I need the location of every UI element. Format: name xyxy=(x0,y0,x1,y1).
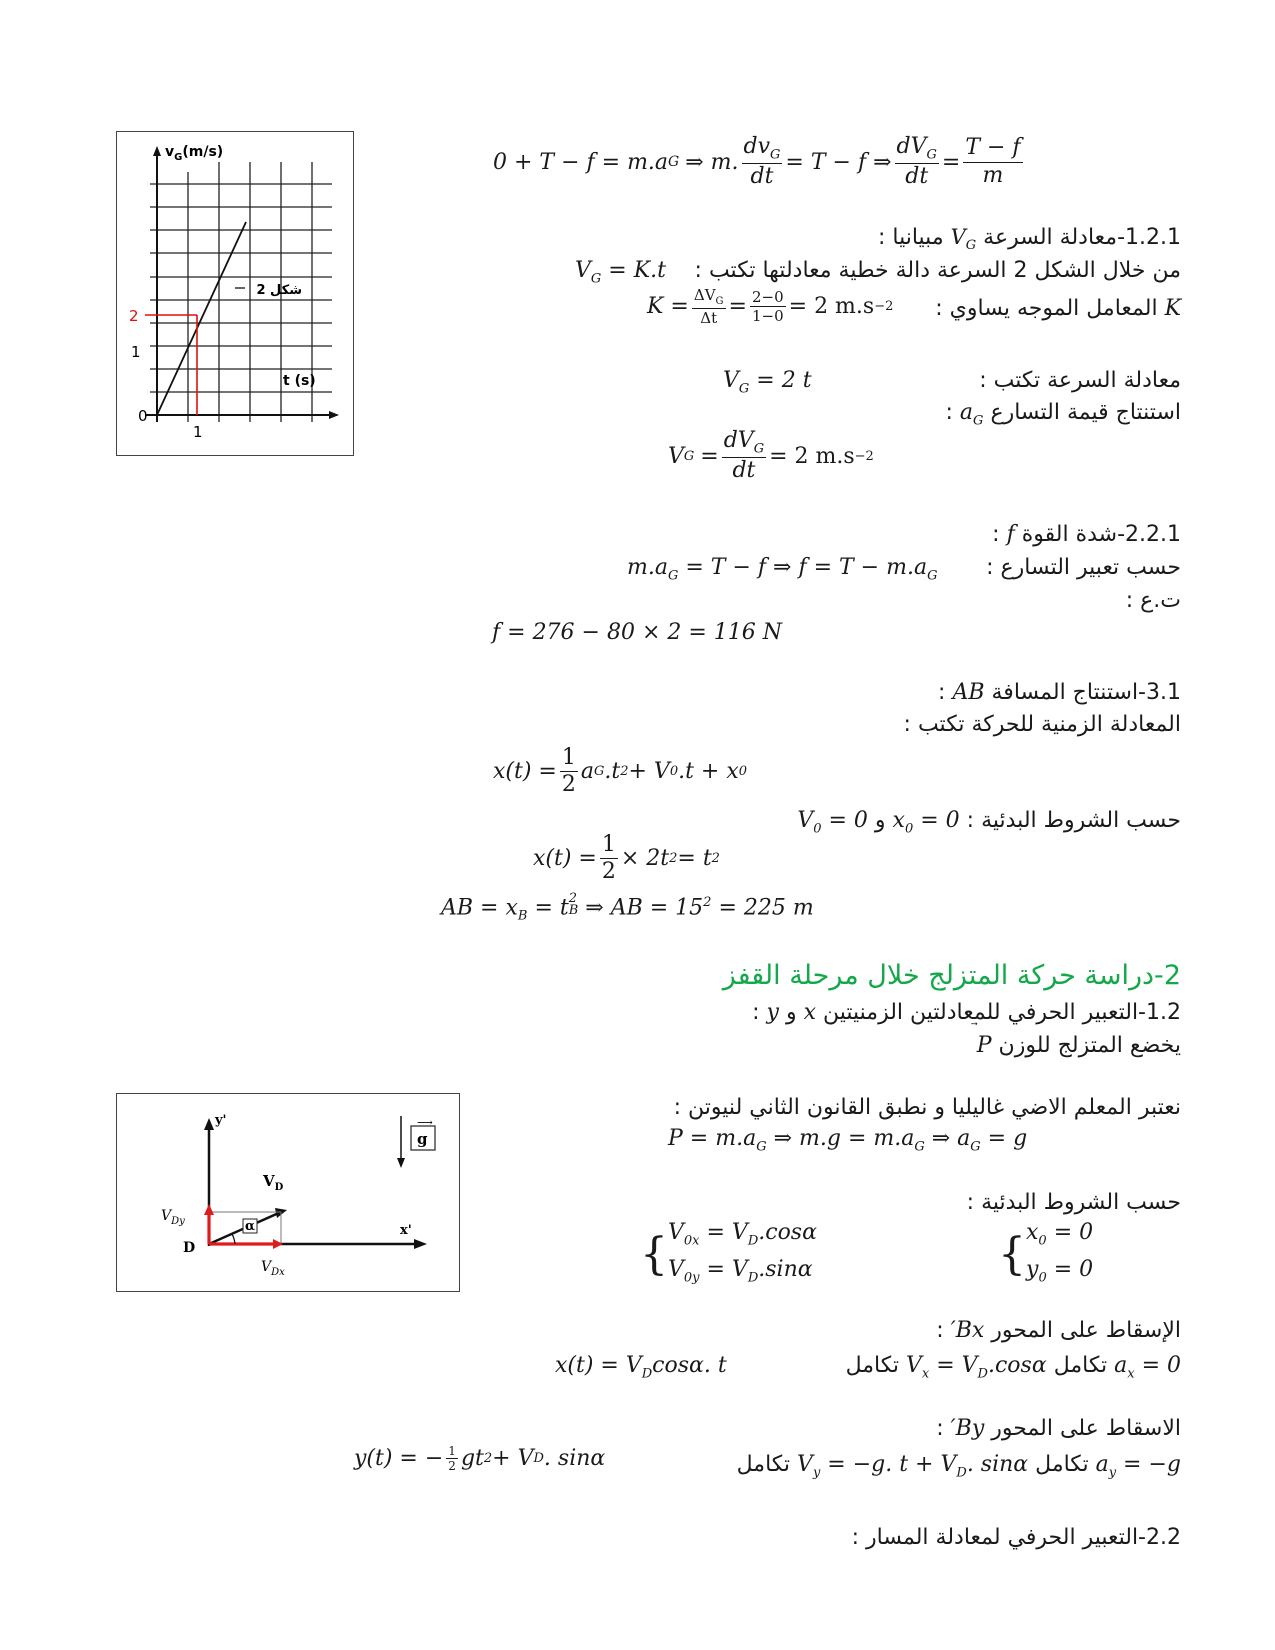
s12-title: 1.2-التعبير الحرفي للمعادلتين الزمنيتين x و y : xyxy=(752,1000,1181,1025)
s31-eq1: x(t) = $\frac{1}{2}$ a G .t 2 + V 0 .t + x 0 xyxy=(493,745,748,798)
angle-label: α xyxy=(245,1219,256,1234)
s121-title: 1.2.1-معادلة السرعة $V_G$ مبيانيا : xyxy=(877,225,1181,254)
vg-frac: $\frac{dV_G}{dt}$ xyxy=(723,428,765,483)
s221-line2: ت.ع : xyxy=(1125,588,1181,613)
eq-frac1: $\frac{dv_G}{dt}$ xyxy=(743,133,781,189)
s121-line2: K المعامل الموجه يساوي : xyxy=(935,296,1181,321)
tick-1-y: 1 xyxy=(131,343,141,361)
proj-y-title: الاسقاط على المحور By′ : xyxy=(936,1416,1181,1441)
v-dy-arrowhead xyxy=(204,1204,214,1215)
proj-x-line: $a_x = 0$ تكامل $V_x = V_D.\cos\alpha$ تكامل xyxy=(845,1353,1181,1382)
y-axis-arrow xyxy=(153,146,161,156)
s221-line1-eq: $m.a_G = T - f$ ⇒ $f = T - m.a_G$ xyxy=(627,555,938,584)
y-prime-label: y' xyxy=(215,1113,227,1128)
initial-conditions-position: { $x_0 = 0$ $y_0 = 0$ xyxy=(998,1220,1094,1286)
v-dy-label: $V_{Dy}$ xyxy=(161,1208,185,1227)
k-frac2: $\frac{2-0}{1-0}$ xyxy=(751,288,784,325)
half-frac-1: $\frac{1}{2}$ xyxy=(561,745,576,798)
s31-title: 3.1-استنتاج المسافة AB : xyxy=(938,680,1181,705)
proj-x-title: الإسقاط على المحور Bx′ : xyxy=(936,1318,1181,1343)
s12-line1: يخضع المتزلج للوزن P xyxy=(976,1033,1181,1058)
point-d-label: D xyxy=(183,1240,196,1256)
s121-line1-eq: $V_G = K.t$ xyxy=(575,258,666,287)
projectile-figure-svg xyxy=(117,1094,459,1291)
eq-arrow1: ⇒ m. xyxy=(685,149,739,175)
tick-2: 2 xyxy=(129,307,139,325)
s221-title: 2.2.1-شدة القوة f : xyxy=(992,522,1181,547)
s221-line1: حسب تعبير التسارع : xyxy=(986,555,1181,580)
s12-line3: حسب الشروط البدئية : xyxy=(966,1190,1181,1215)
proj-y-line: $a_y = -g$ تكامل $V_y = -g$. $t + V_D$. sinα تكامل xyxy=(736,1452,1181,1481)
s12-line2: نعتبر المعلم الاضي غاليليا و نطبق القانون الثاني لنيوتن : xyxy=(673,1095,1181,1120)
velocity-line xyxy=(157,222,246,415)
k-frac1: $\frac{\Delta V_G}{\Delta t}$ xyxy=(693,286,724,327)
tick-0: 0 xyxy=(138,407,148,425)
eq-lhs-sub: G xyxy=(668,154,680,170)
initial-conditions-velocity: { $V_{0x} = V_D.\cos\alpha$ $V_{0y} = V_D.\sin\alpha$ xyxy=(640,1220,817,1286)
s31-line1: المعادلة الزمنية للحركة تكتب : xyxy=(903,712,1181,737)
velocity-time-graph-svg xyxy=(117,132,353,455)
x-axis-label: t (s) xyxy=(283,373,316,389)
s121-line2-eq: K = $\frac{\Delta V_G}{\Delta t}$ = $\frac{2-0}{1-0}$ = 2 m.s −2 xyxy=(647,286,894,327)
s121-line4: استنتاج قيمة التسارع $a_G$ : xyxy=(945,400,1181,429)
y-axis-label: $v_G(m/s)$ xyxy=(165,144,224,163)
gravity-arrow-glyph: ⟶ xyxy=(417,1116,433,1129)
s12-line2-eq: $P = m.a_G$ ⇒ $m.g = m.a_G$ ⇒ $a_G = g$ xyxy=(668,1126,1028,1155)
s31-line2: حسب الشروط البدئية : $x_0 = 0$ و $V_0 = 0$ xyxy=(797,808,1181,837)
newton-equation xyxy=(493,132,1026,192)
half-frac-2: $\frac{1}{2}$ xyxy=(601,832,616,885)
x-axis-arrow xyxy=(329,411,339,419)
s221-line3-eq: f = 276 − 80 × 2 = 116 N xyxy=(492,620,783,645)
velocity-time-graph xyxy=(116,131,354,456)
gravity-arrowhead xyxy=(397,1158,405,1168)
eq-frac2: $\frac{dV_G}{dt}$ xyxy=(896,133,937,189)
x-prime-label: x' xyxy=(400,1223,412,1238)
proj-x-xt: $x(t) = V_D\cos\alpha$. t xyxy=(555,1353,727,1382)
projectile-figure xyxy=(116,1093,460,1292)
s121-line1: من خلال الشكل 2 السرعة دالة خطية معادلتها تكتب : xyxy=(694,258,1181,283)
half-frac-3: $\frac{1}{2}$ xyxy=(448,1444,456,1474)
eq-lhs: 0 + T − f = m.a xyxy=(493,149,669,175)
s31-eq2: x(t) = $\frac{1}{2}$ × 2t 2 = t 2 xyxy=(533,832,720,885)
s31-eq3: AB = $x_B = t$ 2 B ⇒ AB = $15^2 = 225$ m xyxy=(441,891,814,924)
eq-equals: = xyxy=(941,149,961,175)
s121-line5-eq: V G = $\frac{dV_G}{dt}$ = 2 m.s −2 xyxy=(668,428,874,483)
tick-1-x: 1 xyxy=(193,423,203,441)
proj-y-yt: y(t) = − $\frac{1}{2}$ gt 2 + V D . sinα xyxy=(354,1444,606,1474)
figure-label: شكل 2 xyxy=(256,283,302,298)
s121-line3: معادلة السرعة تكتب : xyxy=(979,368,1181,393)
x-prime-arrow xyxy=(414,1239,427,1249)
s121-line3-eq: $V_G = 2$ t xyxy=(723,368,812,397)
section2-heading: 2-دراسة حركة المتزلج خلال مرحلة القفز xyxy=(722,960,1181,991)
eq-mid: = T − f ⇒ xyxy=(785,149,892,175)
velocity-label: $V_D$ xyxy=(263,1172,284,1193)
gravity-label: g xyxy=(417,1130,428,1148)
eq-frac3: $\frac{T - f}{m}$ xyxy=(965,135,1021,188)
s22-title: 2.2-التعبير الحرفي لمعادلة المسار : xyxy=(851,1525,1181,1550)
v-dx-label: $V_{Dx}$ xyxy=(261,1259,285,1278)
y-prime-arrow xyxy=(204,1118,214,1130)
